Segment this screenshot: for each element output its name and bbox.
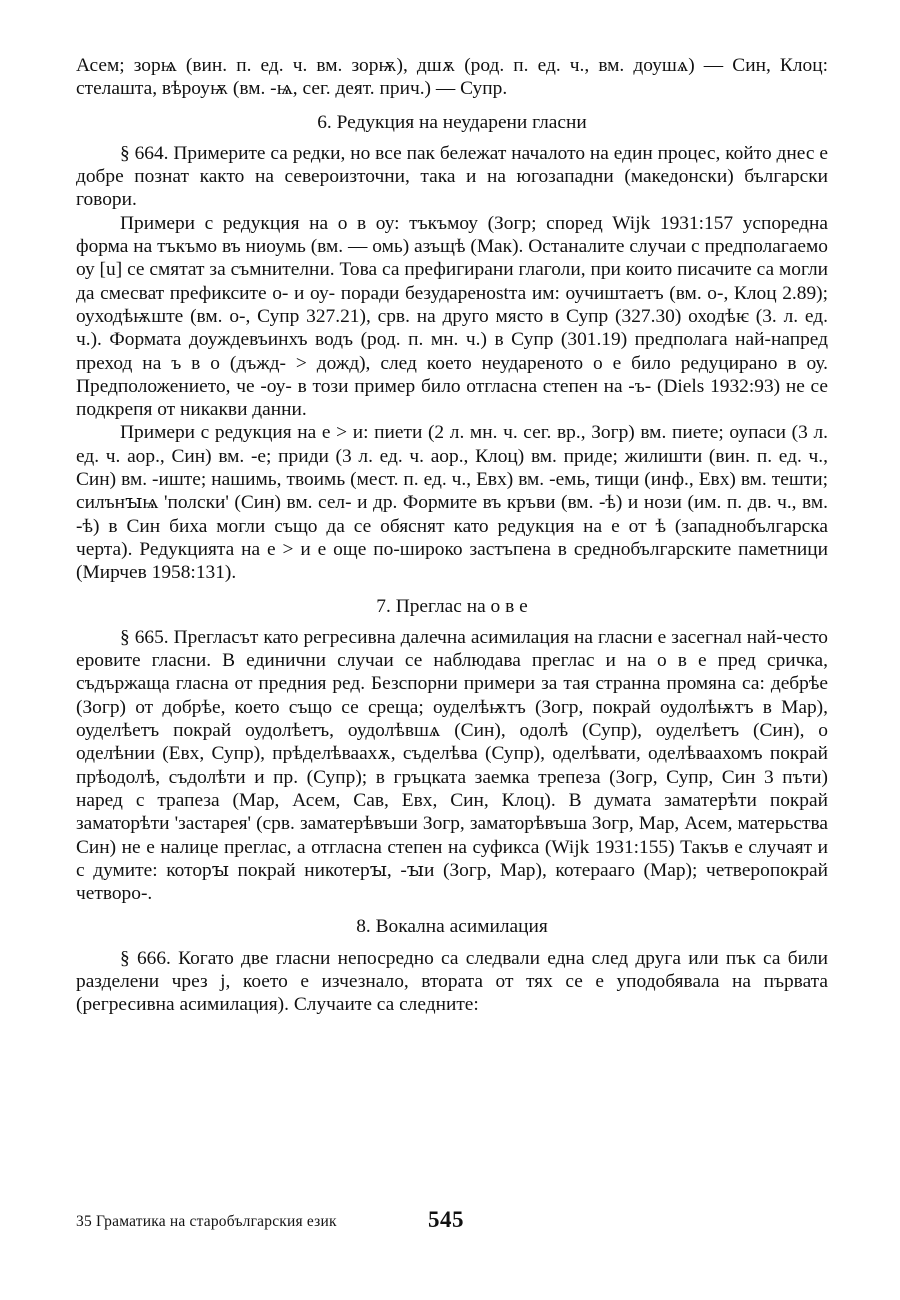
paragraph-reduction-e-i: Примери с редукция на е > и: пиети (2 л. мн. ч. сег. вр., Зогр) вм. пиете; оупаси (3 л. ед. ч. аор., Син) вм. -е; приди (3 л. ед. ч. аор., Клоц) вм. приде; жилишти (вин. п. ед. ч., Син) вм. -иште; нашимь, твоимь (мест. п. ед. ч., Евх) вм. -емь, тищи (инф., Евх) вм. тешти; силънꙑѩ 'полски' (Син) вм. сел- и др. Формите въ кръви (вм. -ѣ) и нози (им. п. дв. ч., вм. -ѣ) в Син биха могли също да се обяснят като редукция на е от ѣ (западнобългарска черта). Редукцията на е > и е още по-широко застъпена в среднобългарските паметници (Мирчев 1958:131). bbox=[76, 422, 828, 584]
paragraph-666: § 666. Когато две гласни непосредно са следвали една след друга или пък са били разделени чрез j, което е изчезнало, втората от тях се е уподобявала на първата (регресивна асимилация). Случаите са следните: bbox=[76, 947, 828, 1016]
paragraph-665: § 665. Прегласът като регресивна далечна асимилация на гласни е засегнал най-често еровите гласни. В единични случаи се наблюдава преглас и на о в е пред сричка, съдържаща гласна от предния ред. Безспорни примери за тая странна промяна са: дебрѣе (Зогр) от добрѣе, което също се среща; оуделѣѭтъ (Зогр, покрай оудолѣѭтъ в Мар), оуделѣетъ покрай оудолѣетъ, оудолѣвшѧ (Син), одолѣ (Супр), оуделѣетъ (Син), о оделѣнии (Евх, Супр), прѣделѣваахѫ, съделѣва (Супр), оделѣвати, оделѣваахомъ покрай прѣодолѣ, съдолѣти и пр. (Супр); в гръцката заемка трепеза (Зогр, Супр, Син 3 пъти) наред с трапеза (Мар, Асем, Сав, Евх, Син, Клоц). В думата заматерѣти покрай заматорѣти 'застарея' (срв. заматерѣвъши Зогр, заматорѣвъша Зогр, Мар, Асем, матерьства Син) не е налице преглас, а отгласна степен на суфикса (Wijk 1931:155) Такъв е случаят и с думите: которꙑ покрай никотерꙑ, -ꙑи (Зогр, Мар), котераагo (Мар); четверопокрай четворо-. bbox=[76, 626, 828, 905]
section-heading-8: 8. Вокална асимилация bbox=[356, 916, 548, 938]
section-heading-7: 7. Преглас на о в е bbox=[376, 595, 528, 617]
paragraph-continuation: Асем; зорѩ (вин. п. ед. ч. вм. зорѭ), дшѫ (род. п. ед. ч., вм. доушѧ) — Син, Клоц: стелашта, вѣроуѭ (вм. -ѩ, сег. деят. прич.) — Супр. bbox=[76, 55, 828, 100]
page-footer bbox=[76, 1207, 828, 1232]
book-signature: 35 Граматика на старобългарския език bbox=[76, 1213, 337, 1230]
page-number: 545 bbox=[428, 1207, 464, 1232]
paragraph-reduction-o-u: Примери с редукция на о в оу: тъкъмоу (Зогр; според Wijk 1931:157 успоредна форма на тъкъмо въ ниоумь (вм. — омь) азъщѣ (Мак). Останалите случаи с предполагаемо оу [u] се смятат за съмнителни. Това са префигирани глаголи, при които писачите са могли да смесват префиксите о- и оу- поради безударенostта им: оучиштаетъ (вм. о-, Клоц 2.89); оуходѣѭште (вм. о-, Супр 327.21), срв. на друго място в Супр (327.30) оходѣѥ (3. л. ед. ч.). Формата доуждевъинхъ водъ (род. п. мн. ч.) в Супр (301.19) предполага най-напред преход на ъ в о (дъжд- > дожд), след което неудареното о е било редуцирано в оу. Предположението, че -оу- в този пример било отгласна степен на -ъ- (Diels 1932:93) не се подкрепя от никакви данни. bbox=[76, 212, 828, 421]
paragraph-664: § 664. Примерите са редки, но все пак бележат началото на един процес, който днес е добре познат както на североизточни, така и на югозападни (македонски) български говори. bbox=[76, 142, 828, 211]
page-body bbox=[76, 54, 828, 1017]
section-heading-6: 6. Редукция на неударени гласни bbox=[317, 111, 587, 133]
